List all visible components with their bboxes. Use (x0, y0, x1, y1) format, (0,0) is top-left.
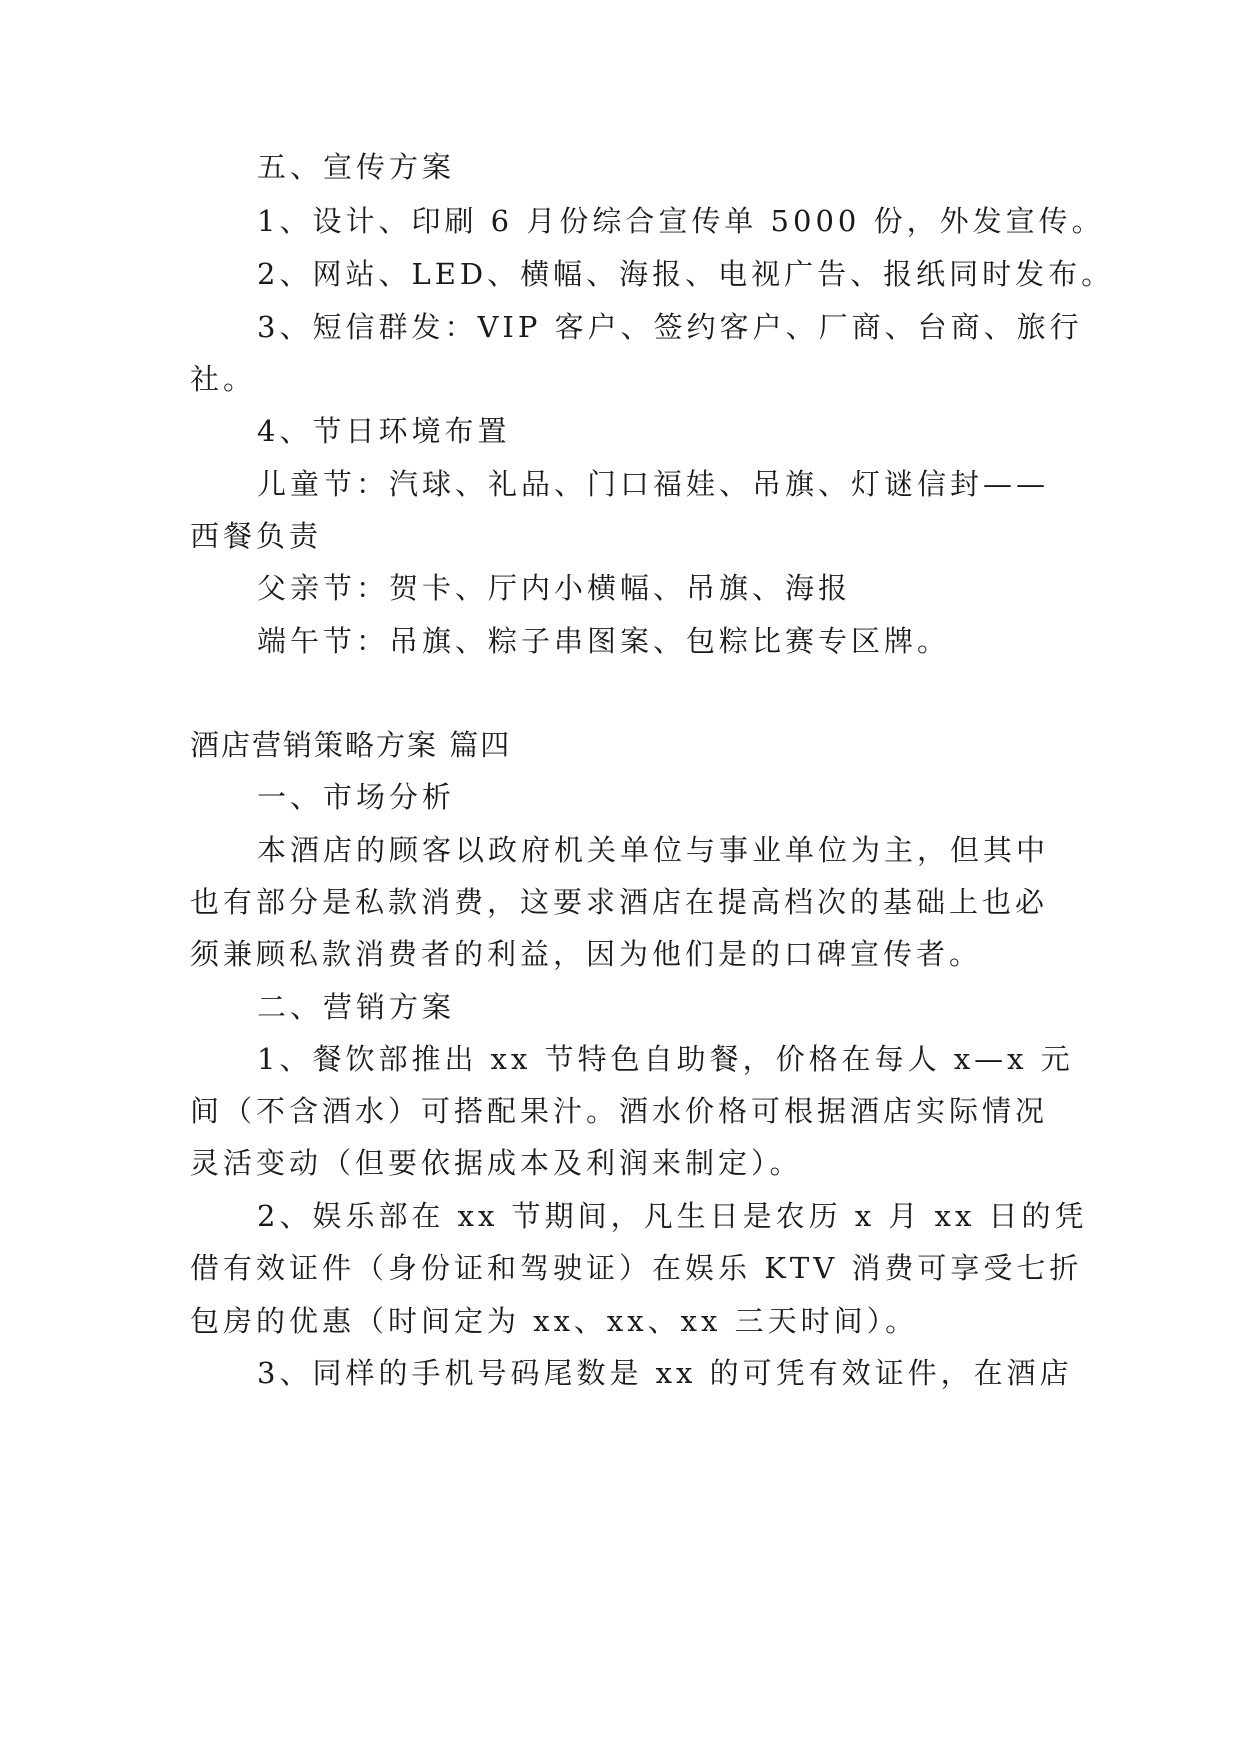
marketing-item-1-line-3: 灵活变动（但要依据成本及利润来制定）。 (190, 1146, 803, 1180)
market-analysis-line-1: 本酒店的顾客以政府机关单位与事业单位为主，但其中 (257, 833, 1050, 867)
marketing-item-2-line-3: 包房的优惠（时间定为 xx、xx、xx 三天时间）。 (190, 1304, 919, 1338)
publicity-item-4: 4、节日环境布置 (257, 414, 511, 448)
publicity-item-1: 1、设计、印刷 6 月份综合宣传单 5000 份，外发宣传。 (257, 204, 1105, 238)
fathers-day: 父亲节：贺卡、厅内小横幅、吊旗、海报 (257, 571, 852, 605)
section-heading-publicity: 五、宣传方案 (257, 150, 456, 184)
childrens-day-line-2: 西餐负责 (190, 519, 323, 553)
marketing-item-1-line-1: 1、餐饮部推出 xx 节特色自助餐，价格在每人 x—x 元 (257, 1042, 1074, 1076)
market-analysis-line-3: 须兼顾私款消费者的利益，因为他们是的口碑宣传者。 (190, 937, 983, 971)
marketing-item-3-line-1: 3、同样的手机号码尾数是 xx 的可凭有效证件，在酒店 (257, 1356, 1073, 1390)
publicity-item-3-line-2: 社。 (190, 362, 257, 396)
marketing-item-2-line-2: 借有效证件（身份证和驾驶证）在娱乐 KTV 消费可享受七折 (190, 1251, 1083, 1285)
article-title: 酒店营销策略方案 篇四 (190, 728, 512, 762)
publicity-item-2: 2、网站、LED、横幅、海报、电视广告、报纸同时发布。 (257, 257, 1115, 291)
dragon-boat-festival: 端午节：吊旗、粽子串图案、包粽比赛专区牌。 (257, 624, 951, 658)
publicity-item-3-line-1: 3、短信群发：VIP 客户、签约客户、厂商、台商、旅行 (257, 310, 1083, 344)
section-heading-marketing-plan: 二、营销方案 (257, 990, 456, 1024)
childrens-day-line-1: 儿童节：汽球、礼品、门口福娃、吊旗、灯谜信封—— (257, 467, 1050, 501)
section-heading-market-analysis: 一、市场分析 (257, 780, 456, 814)
marketing-item-1-line-2: 间（不含酒水）可搭配果汁。酒水价格可根据酒店实际情况 (190, 1094, 1049, 1128)
marketing-item-2-line-1: 2、娱乐部在 xx 节期间，凡生日是农历 x 月 xx 日的凭 (257, 1199, 1088, 1233)
market-analysis-line-2: 也有部分是私款消费，这要求酒店在提高档次的基础上也必 (190, 885, 1049, 919)
